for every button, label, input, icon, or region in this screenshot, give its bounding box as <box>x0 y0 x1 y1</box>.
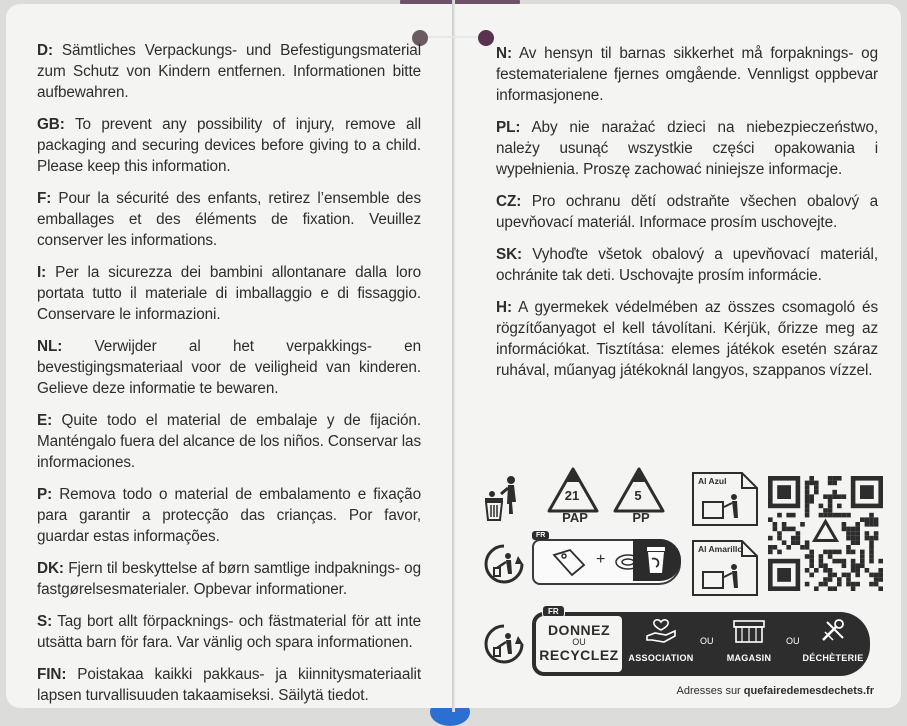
left-paragraph <box>37 188 421 251</box>
instruction-text: Poistakaa kaikki pakkaus- ja kiinnitysmateriaalit lapsen turvallisuuden takaamiseksi. Säilytä tiedot. <box>37 666 421 704</box>
instruction-text: Quite todo el material de embalaje y de fijación. Manténgalo fuera del alcance de los niños. Conservar las informaciones. <box>37 412 421 471</box>
instruction-text: Tag bort allt förpacknings- och fästmaterial för att inte utsätta barn för fara. Var vänlig och spara informationen. <box>37 613 422 651</box>
left-paragraph <box>37 336 421 399</box>
recycling-icons <box>476 466 886 706</box>
instruction-text: To prevent any possibility of injury, remove all packaging and securing devices before giving to a child. Please keep this information. <box>37 116 422 175</box>
left-paragraph <box>37 611 421 653</box>
instruction-text: Sämtliches Verpackungs- und Befestigungsmaterial zum Schutz von Kindern entfernen. Informationen bitte aufbewahren. <box>37 42 422 101</box>
triman-icon-2 <box>482 622 526 666</box>
right-paragraph <box>496 117 878 180</box>
language-code: PL: <box>496 119 521 136</box>
fr-tag: FR <box>532 531 549 540</box>
ou-separator-2: OU <box>786 636 800 646</box>
page-fold <box>452 0 455 712</box>
website-line <box>677 685 874 697</box>
ou-label: OU <box>572 637 586 647</box>
spain-yellow-label: Al Amarillo <box>698 544 743 554</box>
language-code: E: <box>37 412 53 429</box>
language-code: SK: <box>496 246 523 263</box>
instruction-text: Pro ochranu dětí odstraňte všechen obalový a upevňovací materiál. Informace prosím uschovejte. <box>496 193 878 231</box>
left-paragraph <box>37 558 421 600</box>
spain-yellow-container-icon <box>690 538 760 596</box>
language-code: CZ: <box>496 193 522 210</box>
language-code: N: <box>496 45 512 62</box>
right-paragraph <box>496 244 878 286</box>
language-code: DK: <box>37 560 64 577</box>
pp-label: PP <box>632 510 650 525</box>
ou-separator-1: OU <box>700 636 714 646</box>
donnez-recyclez-banner <box>532 607 870 676</box>
punch-hole-right <box>478 30 494 46</box>
donnez-label: DONNEZ <box>547 622 611 638</box>
store-icon <box>731 618 767 644</box>
left-paragraph <box>37 114 421 177</box>
tag-string <box>428 36 478 38</box>
magasin-destination <box>712 618 786 663</box>
right-paragraph <box>496 43 878 106</box>
language-code: H: <box>496 299 512 316</box>
language-code: P: <box>37 486 53 503</box>
instruction-text: Remova todo o material de embalamento e fixação para garantir a protecção das crianças. Por favor, guardar estas informações. <box>37 486 421 545</box>
language-code: F: <box>37 190 52 207</box>
magasin-label: MAGASIN <box>726 653 772 663</box>
left-paragraph <box>37 664 421 706</box>
decheterie-label: DÉCHÈTERIE <box>802 653 864 663</box>
pap-recycling-icon <box>546 466 604 536</box>
qr-code <box>764 470 888 608</box>
instruction-text: Pour la sécurité des enfants, retirez l’ensemble des emballages et des éléments de fixation. Veuillez conserver les informations. <box>37 190 421 249</box>
hand-heart-icon <box>644 618 678 644</box>
wrench-icon <box>817 618 849 644</box>
plus-sign: + <box>596 551 606 568</box>
left-paragraph <box>37 262 421 325</box>
language-code: NL: <box>37 338 63 355</box>
recyclez-label: RECYCLEZ <box>539 647 619 663</box>
pap-label: PAP <box>562 510 588 525</box>
left-paragraph <box>37 484 421 547</box>
triman-icon <box>482 542 526 586</box>
trash-bin-icon <box>481 474 525 526</box>
pap-number: 21 <box>564 488 580 503</box>
instruction-text: Av hensyn til barnas sikkerhet må forpaknings- og festematerialene fjernes omgående. Vennligst oppbevar informasjonene. <box>496 45 878 104</box>
left-paragraph <box>37 410 421 473</box>
right-paragraph <box>496 297 878 381</box>
association-destination <box>624 618 698 663</box>
donnez-text-box <box>536 616 622 672</box>
instruction-text: Fjern til beskyttelse af børn samtlige indpaknings- og fastgørelsesmaterialer. Opbevar informationer. <box>37 560 421 598</box>
fr-tag-2: FR <box>542 605 565 618</box>
pp-number: 5 <box>634 488 642 503</box>
association-label: ASSOCIATION <box>628 653 694 663</box>
instruction-text: A gyermekek védelmében az összes csomagoló és rögzítőanyagot el kell távolítani. Kérjük, őrizze meg az információkat. Tisztítása: elemes játékok esetén száraz ruhával, műanyag játékoknál langyos, szappanos vízzel. <box>496 299 878 379</box>
instruction-text: Aby nie narażać dzieci na niebezpieczeństwo, należy usunąć wszystkie części opakowania i wypełnienia. Proszę zachować niniejsze informacje. <box>496 119 879 178</box>
right-text-column <box>496 43 878 392</box>
pp-recycling-icon <box>612 466 670 536</box>
instruction-text: Verwijder al het verpakkings- en bevestigingsmateriaal voor de veiligheid van kinderen. Gelieve deze informatie te bewaren. <box>37 338 421 397</box>
language-code: FIN: <box>37 666 67 683</box>
instruction-text: Per la sicurezza dei bambini allontanare dalla loro portata tutto il materiale di imballaggio e di fissaggio. Conservare le informazioni. <box>37 264 421 323</box>
language-code: I: <box>37 264 47 281</box>
packaging-sorting-pill <box>532 532 681 585</box>
spain-blue-label: Al Azul <box>698 476 727 486</box>
tag-icon <box>550 547 590 577</box>
left-text-column <box>37 40 421 717</box>
website-link: quefairedemesdechets.fr <box>743 685 874 697</box>
right-paragraph <box>496 191 878 233</box>
website-prefix: Adresses sur <box>676 685 744 697</box>
decheterie-destination <box>796 618 870 663</box>
recycling-bin-icon <box>633 539 681 581</box>
language-code: D: <box>37 42 53 59</box>
language-code: GB: <box>37 116 65 133</box>
spain-blue-container-icon <box>690 470 760 528</box>
instruction-text: Vyhoďte všetok obalový a upevňovací materiál, ochránite tak deti. Uschovajte prosím informácie. <box>496 246 878 284</box>
left-paragraph <box>37 40 421 103</box>
language-code: S: <box>37 613 53 630</box>
